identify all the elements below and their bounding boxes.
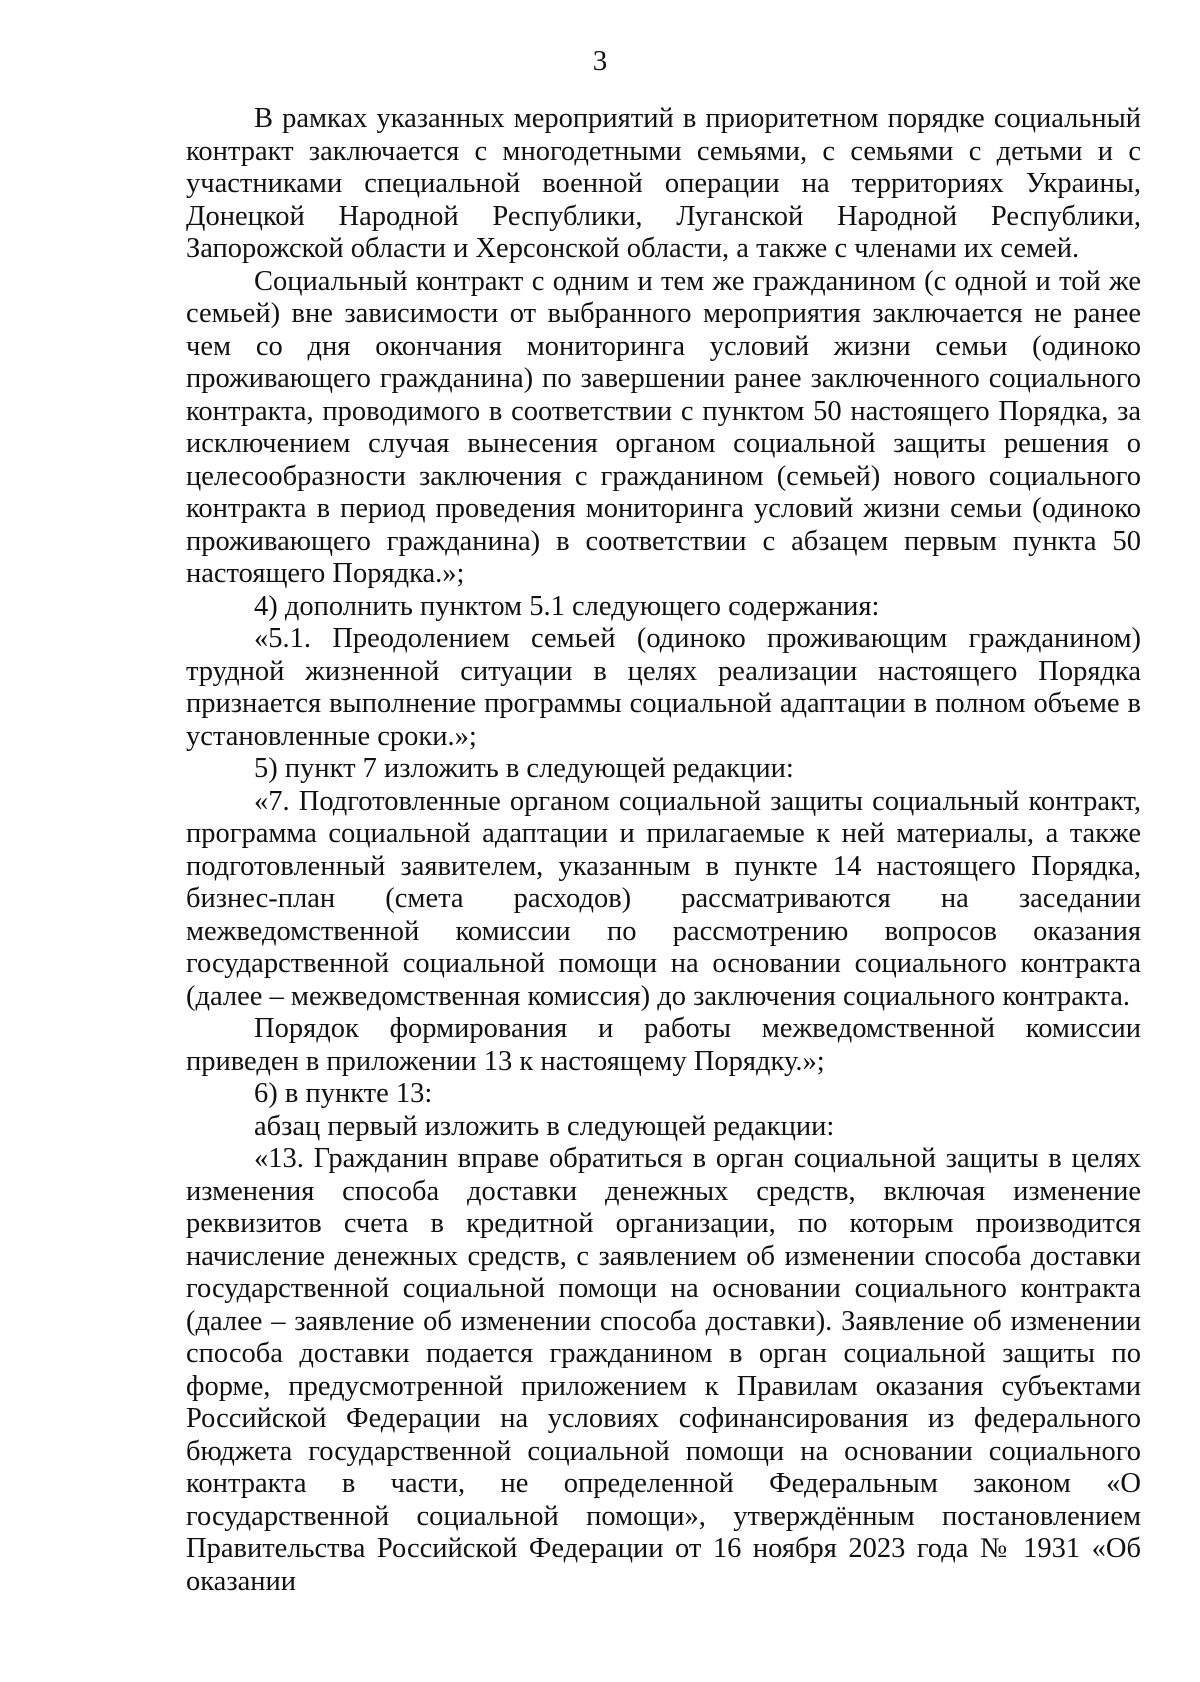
- paragraph-clause-7: «7. Подготовленные органом социальной защиты социальный контракт, программа социальной адаптации и прилагаемые к ней материалы, а также подготовленный заявителем, указанным в пункте 14 настоящего Порядка, бизнес-план (смета расходов) рассматриваются на заседании межведомственной комиссии по рассмотрению вопросов оказания государственной социальной помощи на основании социального контракта (далее – межведомственная комиссия) до заключения социального контракта.: [186, 785, 1141, 1012]
- paragraph-clause-13: «13. Гражданин вправе обратиться в орган социальной защиты в целях изменения способа доставки денежных средств, включая изменение реквизитов счета в кредитной организации, по которым производится начисление денежных средств, с заявлением об изменении способа доставки государственной социальной помощи на основании социального контракта (далее – заявление об изменении способа доставки). Заявление об изменении способа доставки подается гражданином в орган социальной защиты по форме, предусмотренной приложением к Правилам оказания субъектами Российской Федерации на условиях софинансирования из федерального бюджета государственной социальной помощи на основании социального контракта в части, не определенной Федеральным законом «О государственной социальной помощи», утверждённым постановлением Правительства Российской Федерации от 16 ноября 2023 года № 1931 «Об оказании: [186, 1143, 1141, 1597]
- page-number: 3: [592, 45, 608, 77]
- paragraph-commission-order: Порядок формирования и работы межведомственной комиссии приведен в приложении 13 к настоящему Порядку.»;: [186, 1013, 1141, 1077]
- paragraph-clause-5-1: «5.1. Преодолением семьей (одиноко проживающим гражданином) трудной жизненной ситуации в целях реализации настоящего Порядка признается выполнение программы социальной адаптации в полном объеме в установленные сроки.»;: [186, 623, 1141, 752]
- paragraph-item-5: 5) пункт 7 изложить в следующей редакции:: [254, 753, 794, 784]
- paragraph-item-4: 4) дополнить пунктом 5.1 следующего содержания:: [254, 590, 880, 622]
- paragraph-item-6: 6) в пункте 13:: [254, 1078, 433, 1109]
- paragraph-priority-contract: В рамках указанных мероприятий в приоритетном порядке социальный контракт заключается с многодетными семьями, с семьями с детьми и с участниками специальной военной операции на территориях Украины, Донецкой Народной Республики, Луганской Народной Республики, Запорожской области и Херсонской области, а также с членами их семей.: [186, 103, 1141, 264]
- document-body: [186, 103, 1141, 1598]
- paragraph-repeat-contract: Социальный контракт с одним и тем же гражданином (с одной и той же семьей) вне зависимости от выбранного мероприятия заключается не ранее чем со дня окончания мониторинга условий жизни семьи (одиноко проживающего гражданина) по завершении ранее заключенного социального контракта, проводимого в соответствии с пунктом 50 настоящего Порядка, за исключением случая вынесения органом социальной защиты решения о целесообразности заключения с гражданином (семьей) нового социального контракта в период проведения мониторинга условий жизни семьи (одиноко проживающего гражданина) в соответствии с абзацем первым пункта 50 настоящего Порядка.»;: [186, 265, 1141, 589]
- paragraph-first-para-note: абзац первый изложить в следующей редакции:: [254, 1110, 835, 1142]
